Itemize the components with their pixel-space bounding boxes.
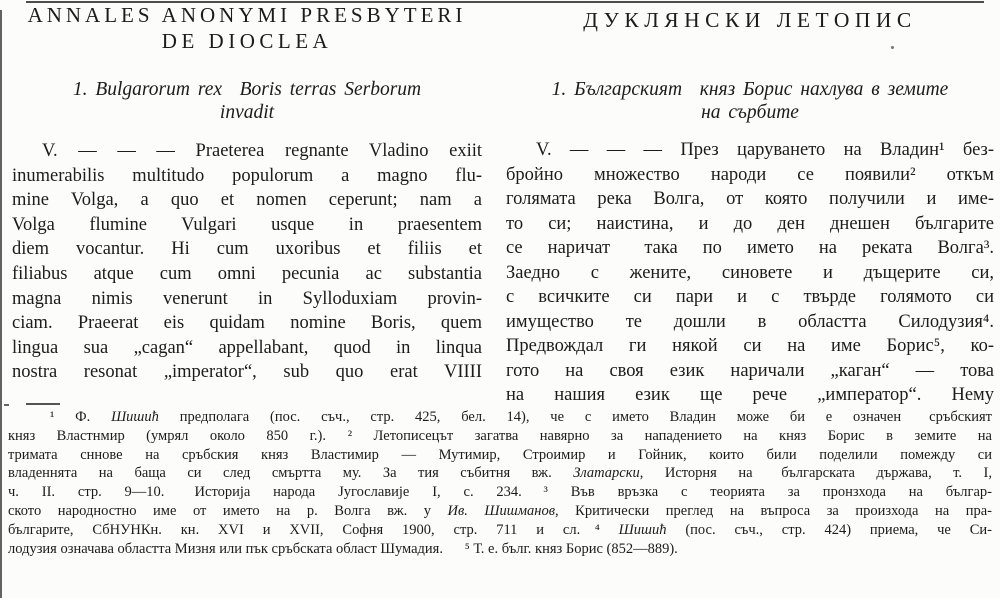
latin-title-line2: DE DIOCLEA (161, 29, 333, 53)
scan-edge-left-line (0, 10, 2, 598)
latin-section-heading (12, 79, 482, 124)
text-line: inumerabilis multitudo populorum a magno flu- (12, 165, 482, 186)
footnote-text: лодузия означава областта Мизня или пък сръбската област Шумадия. ⁵ Т. е. бълг. княз Борис (852—889). (8, 540, 678, 557)
footnotes-block (8, 408, 992, 558)
text-line: diem vocantur. Hi cum uxoribus et filiis et (12, 239, 482, 260)
bulgarian-heading-line2: на сърбите (701, 101, 799, 123)
footnote-text: владеннята на баща си след смъртта му. За тия събитня вж. (8, 465, 574, 482)
text-line: ciam. Praeerat eis quidam nomine Boris, quem (12, 313, 482, 334)
separator-dash-short (4, 404, 9, 406)
footnote-author-italic: Шишић (111, 409, 159, 425)
footnote-text: ското народностно име от името на р. Волга вж. у (8, 502, 448, 519)
text-line: lingua sua „cagan“ appellabant, quod in linqua (12, 337, 482, 358)
footnote-text: , Критически преглед на въпроса за произхода на пра- (555, 502, 992, 519)
footnote-text: българите, СбНУНКн. кн. XVI и XVII, Софня 1900, стр. 711 и сл. ⁴ (8, 521, 619, 538)
latin-heading-line2: invadit (219, 101, 275, 123)
latin-heading-line1: 1. Bulgarorum rex Boris terras Serborum (72, 79, 422, 100)
footnote-text: ч. II. стр. 9—10. Историја народа Југославије I, с. 234. ³ Във връзка с теорията за пронзхода на българ- (8, 484, 992, 501)
latin-body-text (12, 139, 482, 385)
footnote-text: , Исторня на българската държава, т. I, (639, 465, 992, 482)
text-line: на нашия език ще рече „император“. Нему (506, 385, 994, 405)
bulgarian-heading-line1: 1. Българският княз Борис нахлува в земите (551, 79, 949, 100)
stray-ink-dot (891, 46, 894, 49)
bulgarian-title: ДУКЛЯНСКИ ЛЕТОПИС (583, 8, 917, 32)
footnote-line (8, 502, 992, 521)
text-line: mine Volga, a quo et nomen ceperunt; nam a (12, 190, 482, 211)
text-line: V. — — — Praeterea regnante Vladino exiit (42, 141, 482, 161)
text-line: гото на своя език наричали „каган“ — това (506, 360, 994, 381)
footnote-line (8, 427, 992, 446)
footnote-author-italic: Ив. Шишманов (447, 502, 555, 519)
footnote-text: предполага (пос. съч., стр. 425, бел. 14), че с името Владин може би е означен сръбският (158, 409, 992, 425)
footnote-separator (4, 403, 64, 406)
footnote-line (8, 483, 992, 502)
bulgarian-body-text (506, 138, 994, 408)
footnote-text: княз Властнмир (умрял около 850 г.). ² Летописецът загатва навярно за нападението на княз Борис в земите на (8, 427, 992, 444)
footnote-line (8, 540, 992, 559)
footnote-line (8, 464, 992, 483)
bulgarian-section-heading (506, 79, 994, 124)
text-line: голямата река Волга, от която получили и име- (506, 189, 994, 209)
text-line: имущество те дошли в областта Силодузия⁴. (506, 311, 994, 332)
text-line: се наричат така по името на реката Волга³. (506, 238, 994, 258)
text-line: с всичките си пари и с твърде голямото си (506, 287, 994, 307)
footnote-line (8, 446, 992, 465)
footnote-author-italic: Златарски (573, 465, 640, 482)
latin-title-line1: ANNALES ANONYMI PRESBYTERI (27, 3, 467, 27)
footnote-line (8, 408, 992, 427)
footnote-text: ¹ Ф. (50, 409, 112, 425)
text-line: бройно множество народи се появили² откъм (506, 164, 994, 185)
footnote-line (8, 521, 992, 540)
text-line: magna nimis venerunt in Sylloduxiam provin- (12, 288, 482, 309)
footnote-text: тримата сннове на сръбския княз Властимир — Мутимир, Строимир и Гойник, които били поделили помежду си (8, 446, 992, 463)
separator-dash-long (26, 403, 60, 405)
footnote-text: (пос. съч., стр. 424) приема, че Си- (666, 521, 992, 538)
text-line: Заедно с жените, синовете и дъщерите си, (506, 262, 994, 283)
text-line: V. — — — През царуването на Владин¹ без- (536, 140, 994, 160)
text-line: nostra resonat „imperator“, sub quo erat VIIII (12, 362, 482, 383)
footnote-author-italic: Шишић (618, 521, 667, 538)
text-line: Volga flumine Vulgari usque in praesentem (12, 214, 482, 235)
text-line: filiabus atque cum omni pecunia ac substantia (12, 263, 482, 284)
text-line: то си; наистина, и до ден днешен българите (506, 213, 994, 234)
text-line: Предвождал ги някой си на име Борис⁵, ко- (506, 336, 994, 356)
